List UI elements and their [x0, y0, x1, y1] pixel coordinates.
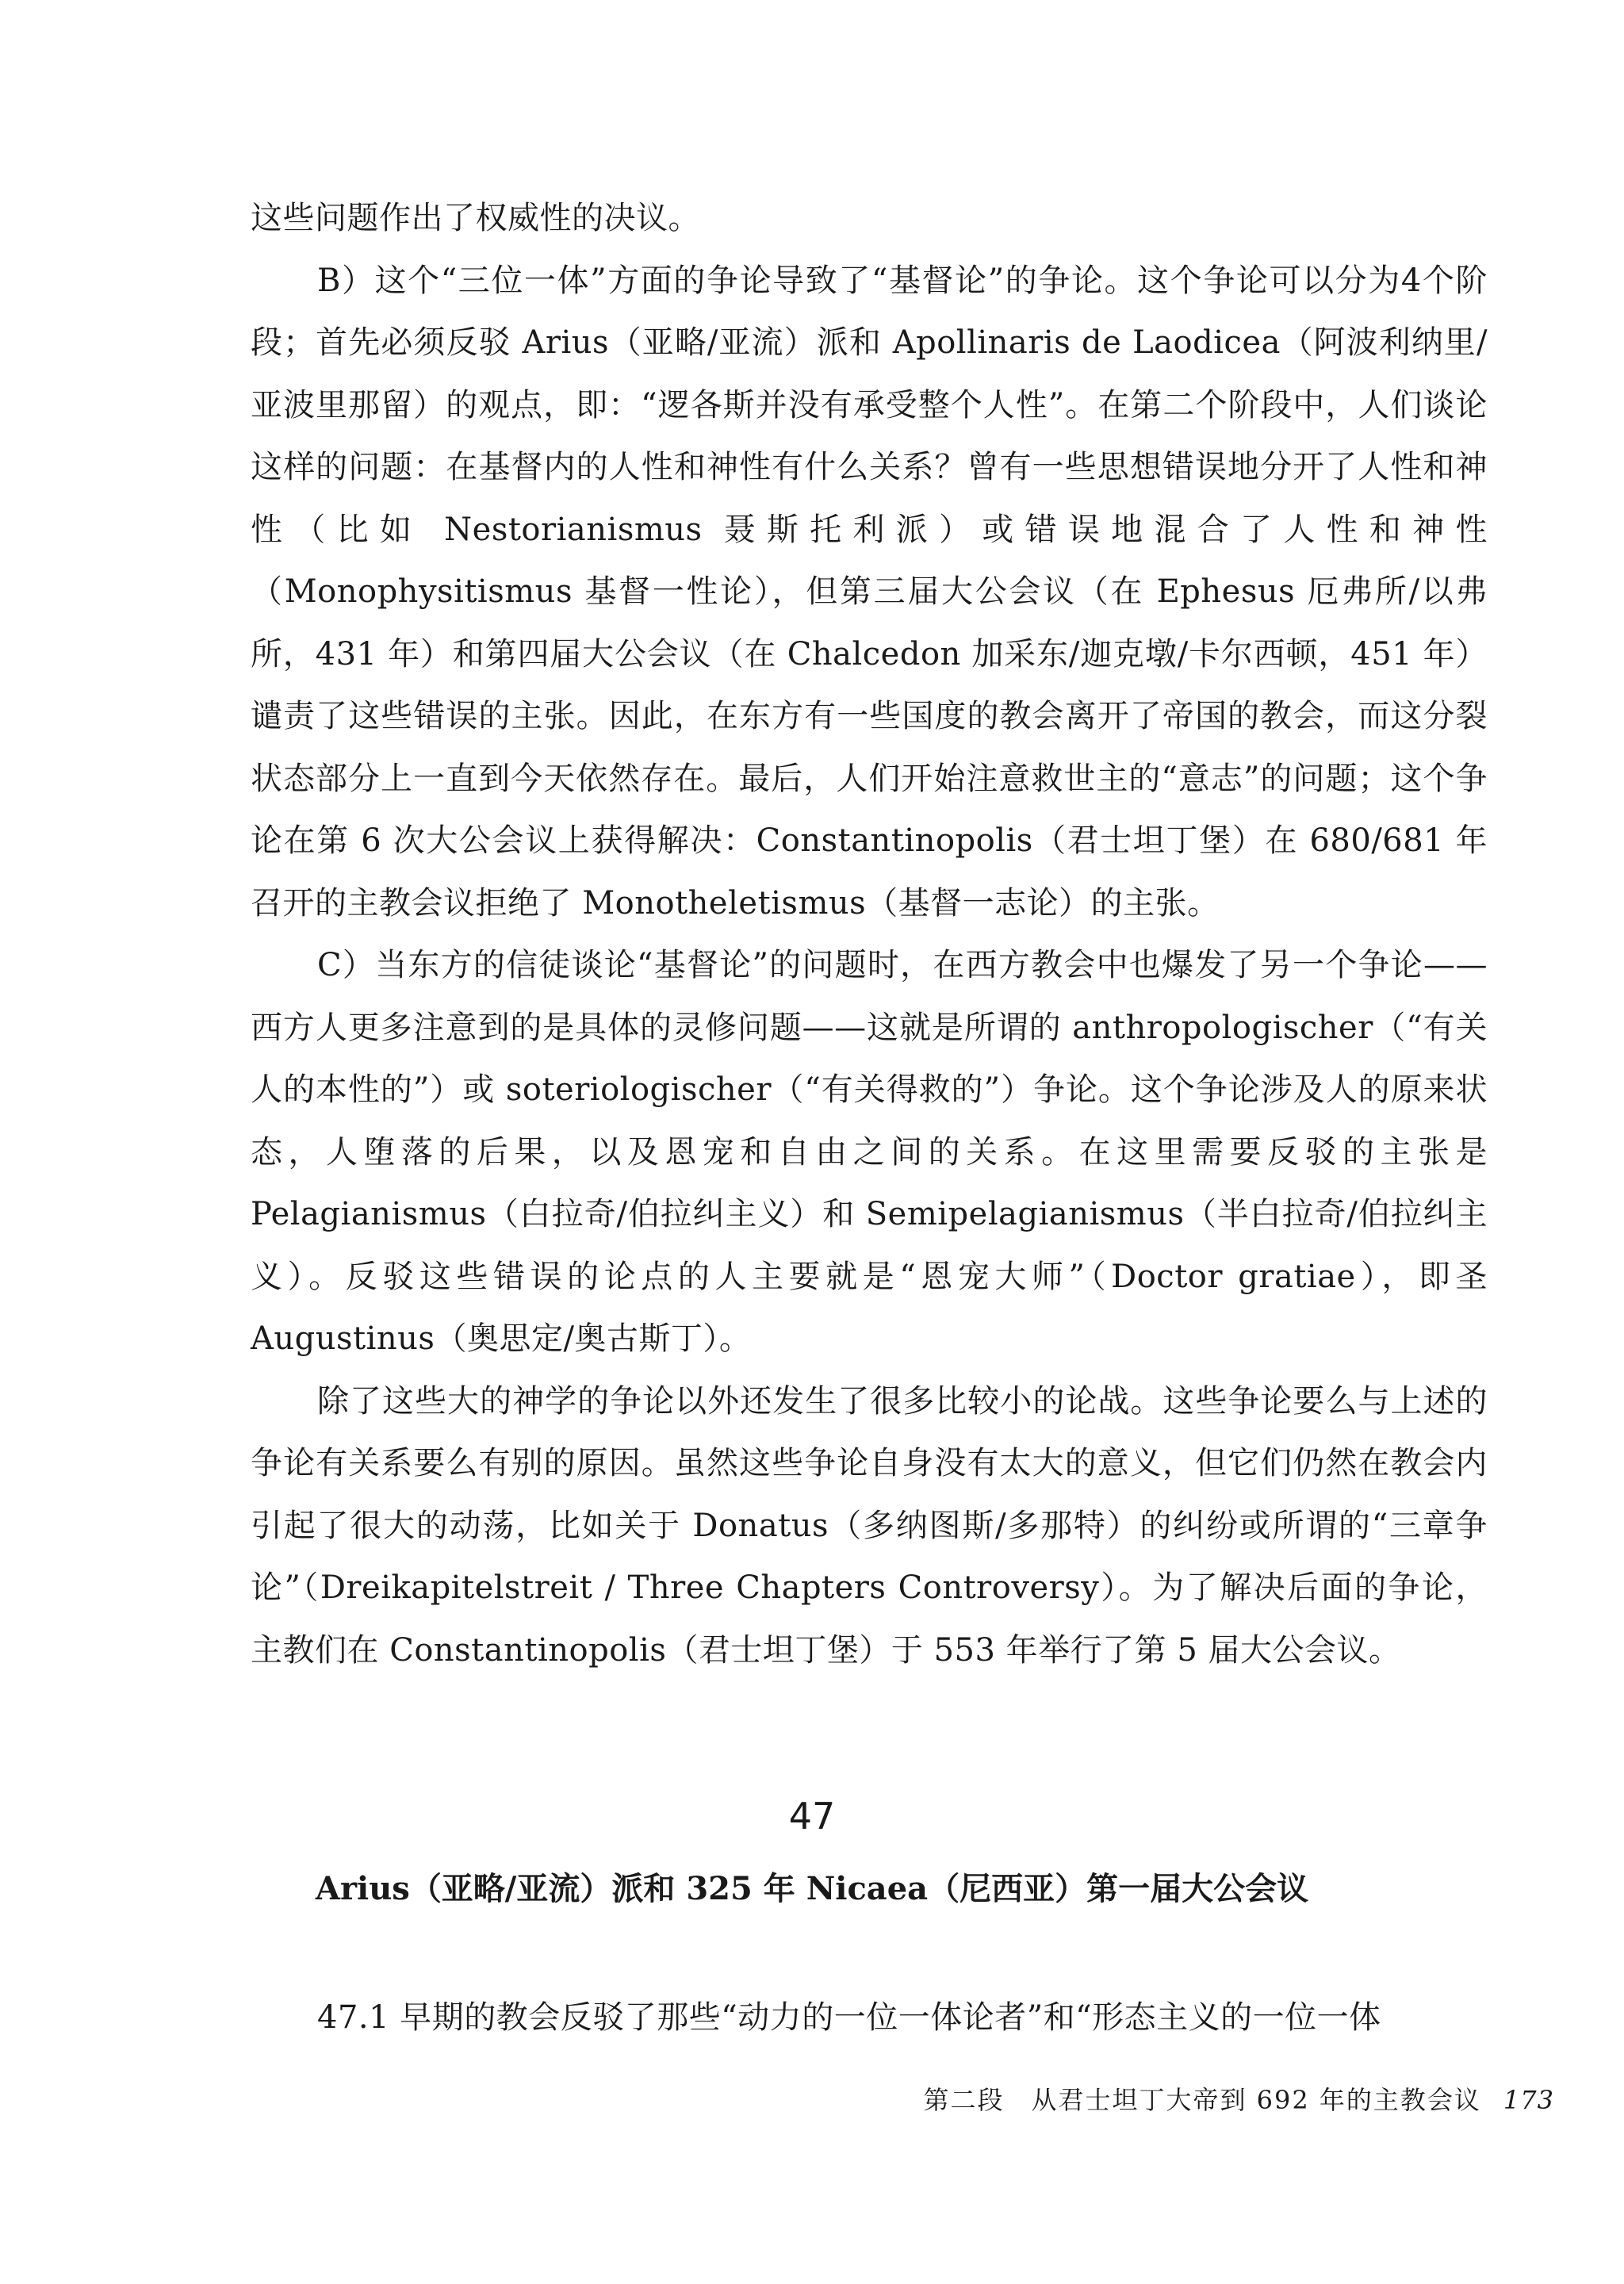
page-footer: [793, 2083, 1554, 2117]
section-title: Arius（亚略/亚流）派和 325 年 Nicaea（尼西亚）第一届大公会议: [315, 1870, 1309, 1907]
section-number: 47: [788, 1795, 836, 1838]
paragraph-soteriology: C）当东方的信徒谈论“基督论”的问题时，在西方教会中也爆发了另一个争论——西方人更多注意到的是具体的灵修问题——这就是所谓的 anthropologischer（“有关人的本性的”）或 soteriologischer（“有关得救的”）争论。这个争论涉及人的原来状态，人堕落的后果，以及恩宠和自由之间的关系。在这里需要反驳的主张是 Pelagianismus（白拉奇/伯拉纠主义）和 Semipelagianismus（半白拉奇/伯拉纠主义）。反驳这些错误的论点的人主要就是“恩宠大师”（Doctor gratiae），即圣 Augustinus（奥思定/奥古斯丁）。: [251, 947, 1488, 1357]
body-text: [251, 187, 1488, 1681]
page-number: 173: [1503, 2085, 1554, 2115]
running-head: 第二段 从君士坦丁大帝到 692 年的主教会议: [923, 2085, 1481, 2115]
paragraph-christology: B）这个“三位一体”方面的争论导致了“基督论”的争论。这个争论可以分为4个阶段；首先必须反驳 Arius（亚略/亚流）派和 Apollinaris de Laodicea（阿波利纳里/亚波里那留）的观点，即：“逻各斯并没有承受整个人性”。在第二个阶段中，人们谈论这样的问题：在基督内的人性和神性有什么关系？曾有一些思想错误地分开了人性和神性（比如 Nestorianismus 聂斯托利派）或错误地混合了人性和神性（Monophysitismus 基督一性论），但第三届大公会议（在 Ephesus 厄弗所/以弗所，431 年）和第四届大公会议（在 Chalcedon 加采东/迦克墩/卡尔西顿，451 年）谴责了这些错误的主张。因此，在东方有一些国度的教会离开了帝国的教会，而这分裂状态部分上一直到今天依然存在。最后，人们开始注意救世主的“意志”的问题；这个争论在第 6 次大公会议上获得解决：Constantinopolis（君士坦丁堡）在 680/681 年召开的主教会议拒绝了 Monotheletismus（基督一志论）的主张。: [251, 262, 1488, 922]
subsection-paragraph: 47.1 早期的教会反驳了那些“动力的一位一体论者”和“形态主义的一位一体: [317, 1999, 1381, 2036]
paragraph-continuation: 这些问题作出了权威性的决议。: [251, 200, 700, 236]
paragraph-minor-controversies: 除了这些大的神学的争论以外还发生了很多比较小的论战。这些争论要么与上述的争论有关系要么有别的原因。虽然这些争论自身没有太大的意义，但它们仍然在教会内引起了很大的动荡，比如关于 Donatus（多纳图斯/多那特）的纠纷或所谓的“三章争论”（Dreikapitelstreit / Three Chapters Controversy）。为了解决后面的争论，主教们在 Constantinopolis（君士坦丁堡）于 553 年举行了第 5 届大公会议。: [251, 1382, 1488, 1669]
